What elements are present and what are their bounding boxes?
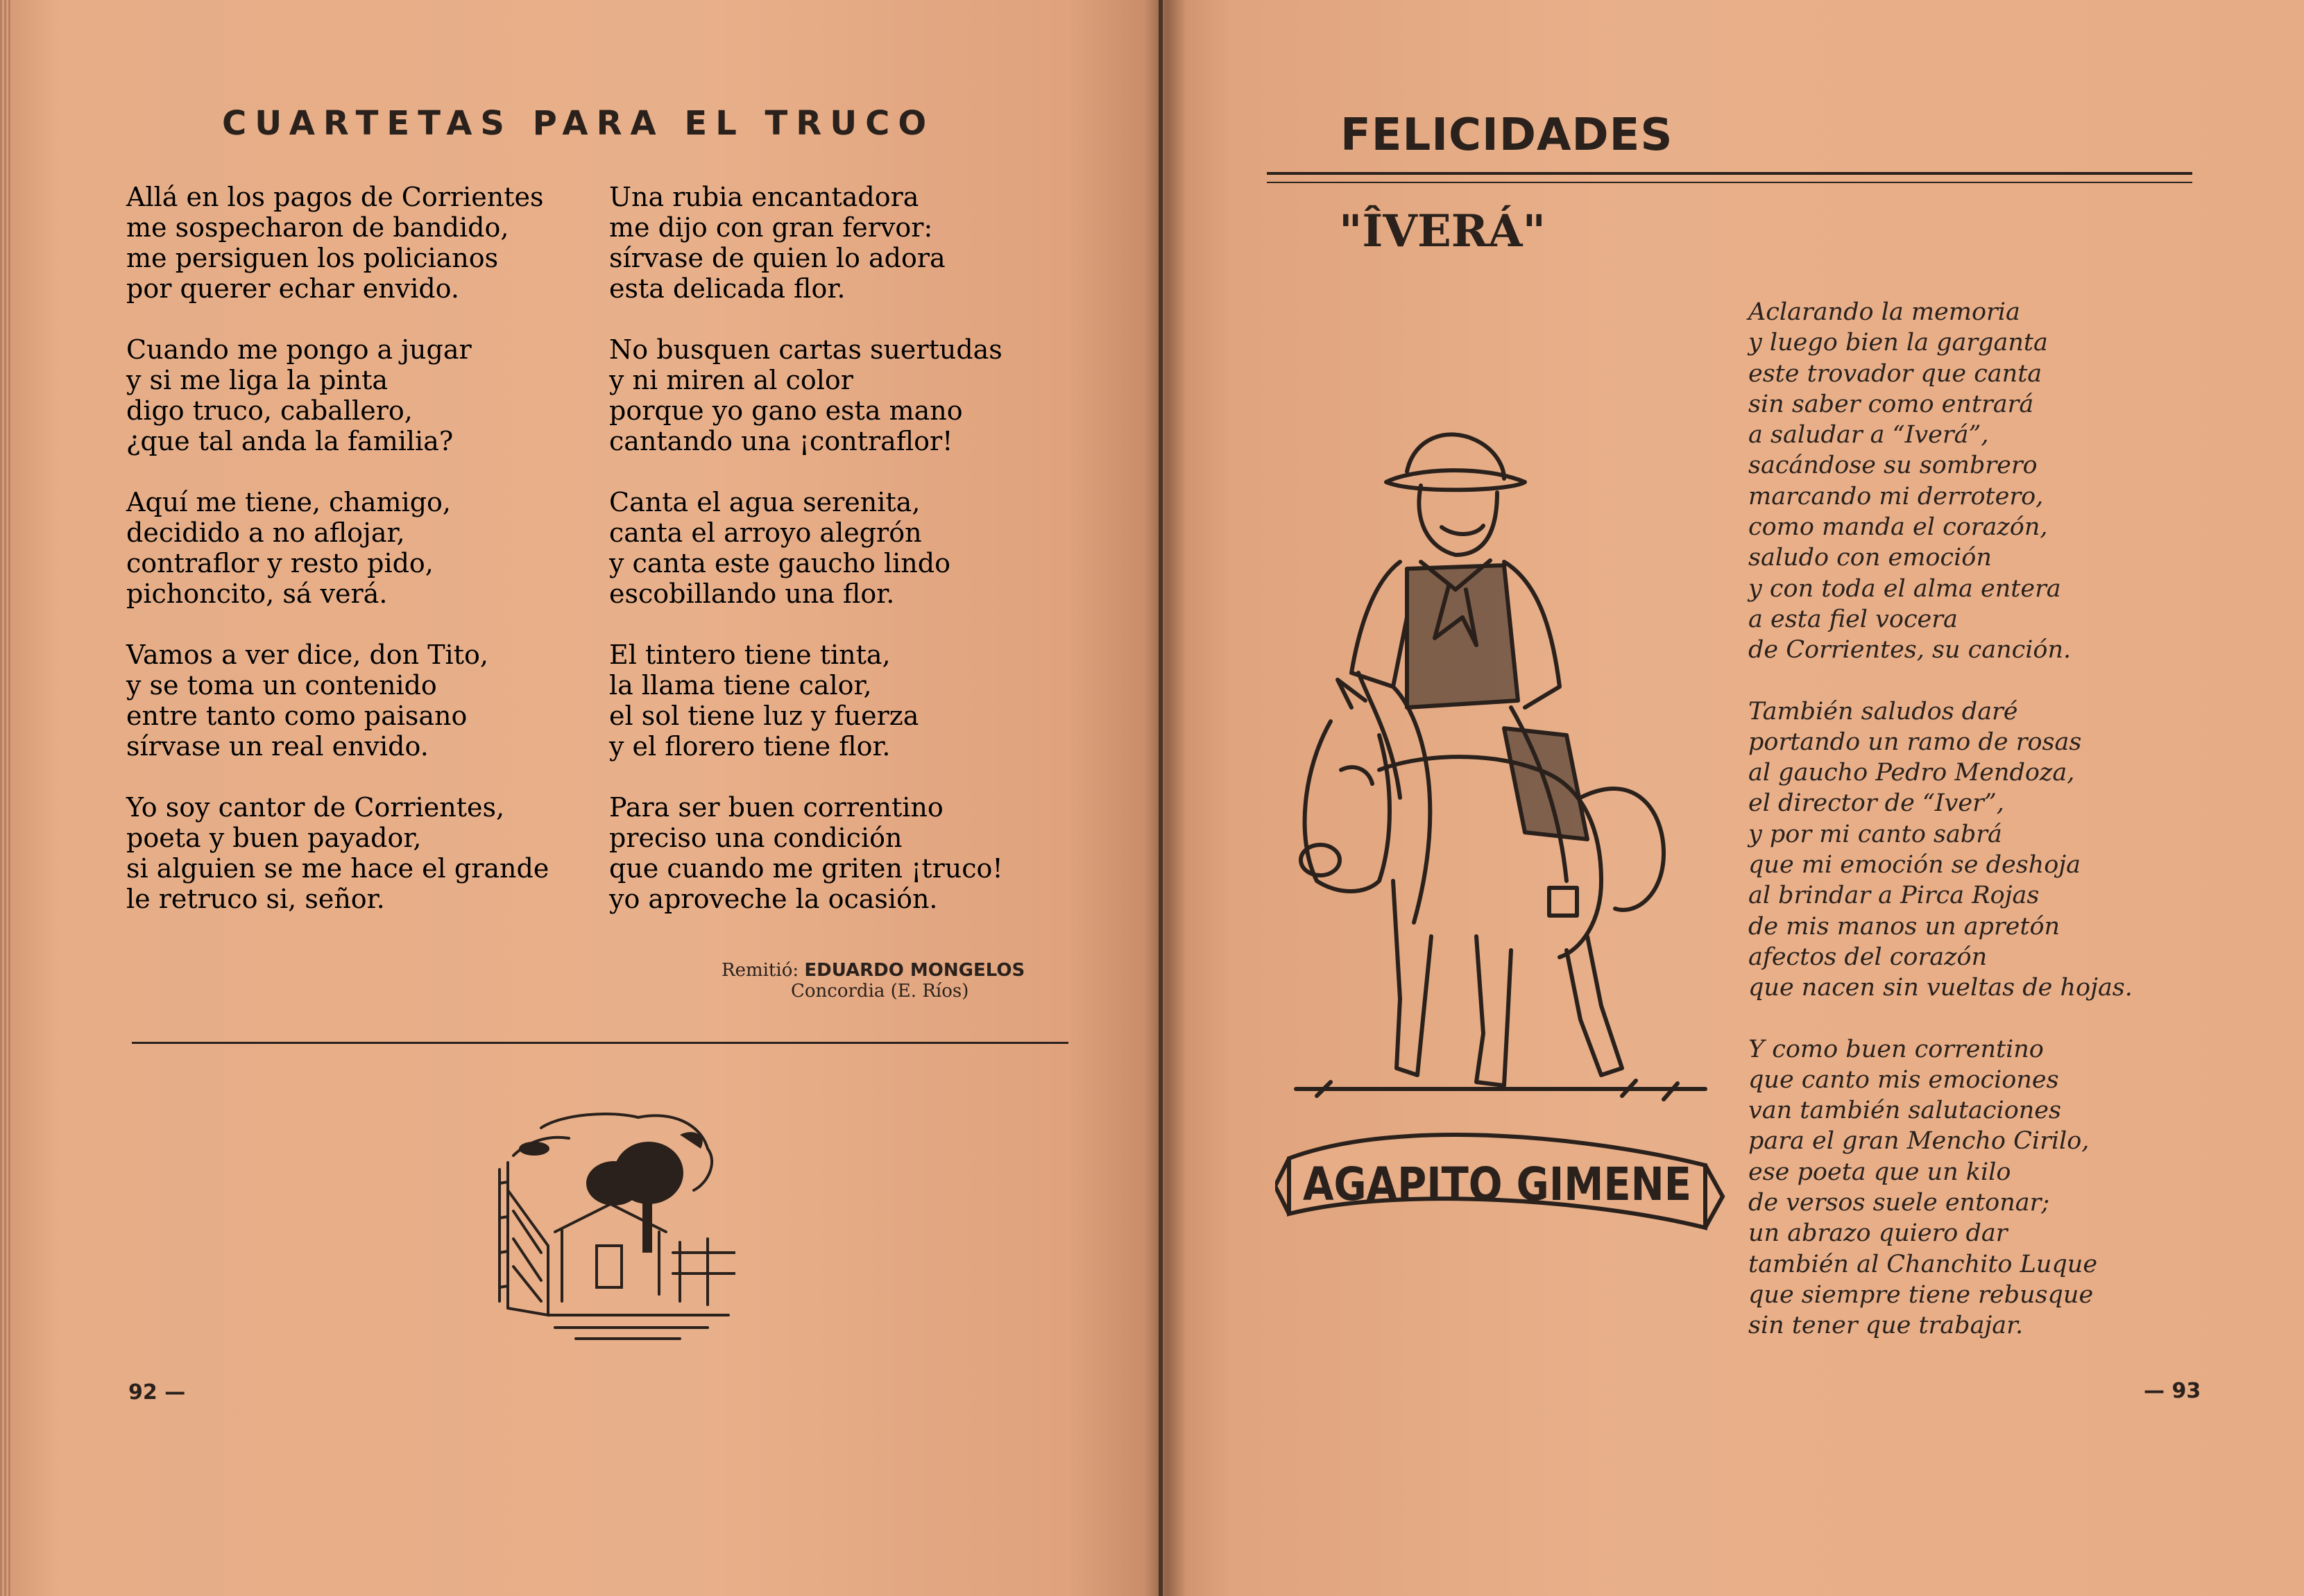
stanza [126, 182, 570, 304]
verse-line: escobillando una flor. [609, 578, 895, 609]
verse-line: por querer echar envido. [126, 273, 459, 304]
verse-line: me sospecharon de bandido, [126, 212, 509, 243]
stanza [609, 640, 1095, 762]
verse-line: digo truco, caballero, [126, 395, 413, 426]
verse-line: sin saber como entrará [1748, 390, 2034, 418]
verse-line: que nacen sin vueltas de hojas. [1748, 974, 2133, 1002]
verse-line: Cuando me pongo a jugar [126, 334, 472, 365]
verse-line: ¿que tal anda la familia? [126, 426, 454, 456]
verse-line: y se toma un contenido [126, 670, 437, 701]
verse-line: y luego bien la garganta [1748, 329, 2048, 357]
verse-line: y canta este gaucho lindo [609, 548, 950, 578]
verse-line: ese poeta que un kilo [1748, 1158, 2011, 1186]
verse-line: a saludar a “Iverá”, [1748, 421, 1989, 449]
verse-line: también al Chanchito Luque [1748, 1250, 2098, 1278]
stanza [126, 640, 570, 762]
verse-line: canta el arroyo alegrón [609, 517, 922, 548]
page-number-right: — 93 [2144, 1379, 2201, 1403]
verse-line: Canta el agua serenita, [609, 487, 921, 517]
verse-line: un abrazo quiero dar [1748, 1219, 2008, 1248]
verse-line: yo aproveche la ocasión. [609, 884, 938, 914]
verse-line: Y como buen correntino [1748, 1035, 2044, 1063]
verse-line: como manda el corazón, [1748, 513, 2048, 542]
stanza [1748, 1034, 2192, 1341]
verse-line: sírvase un real envido. [126, 731, 429, 762]
verse-line: para el gran Mencho Cirilo, [1748, 1127, 2090, 1156]
page-number-left: 92 — [128, 1380, 186, 1405]
poem [1748, 297, 2192, 1372]
credit-prefix: Remitió: [722, 960, 799, 981]
verse-line: porque yo gano esta mano [609, 395, 963, 426]
verse-line: sin tener que trabajar. [1748, 1312, 2024, 1340]
verse-line: Allá en los pagos de Corrientes [126, 182, 544, 212]
verse-line: esta delicada flor. [609, 273, 846, 304]
verse-line: El tintero tiene tinta, [609, 640, 891, 670]
gaucho-on-horse-illustration [1275, 409, 1726, 1242]
verse-line: preciso una condición [609, 823, 903, 853]
verse-column-a [126, 182, 570, 945]
verse-line: que siempre tiene rebusque [1748, 1280, 2094, 1309]
verse-line: sírvase de quien lo adora [609, 243, 946, 273]
left-page-title: CUARTETAS PARA EL TRUCO [222, 104, 935, 143]
verse-line: decidido a no aflojar, [126, 517, 405, 548]
verse-line: me persiguen los policianos [126, 243, 499, 273]
verse-line: el director de “Iver”, [1748, 789, 2004, 818]
verse-line: y si me liga la pinta [126, 365, 389, 395]
verse-line: También saludos daré [1748, 697, 2018, 726]
verse-line: Vamos a ver dice, don Tito, [126, 640, 488, 670]
verse-line: poeta y buen payador, [126, 823, 422, 853]
verse-line: a esta fiel vocera [1748, 605, 1958, 633]
verse-line: el sol tiene luz y fuerza [609, 701, 919, 731]
book-gutter [1145, 0, 1186, 1596]
verse-line: que mi emoción se deshoja [1748, 851, 2081, 879]
stanza [1748, 297, 2192, 666]
verse-line: portando un ramo de rosas [1748, 728, 2082, 756]
right-page-subtitle: "ÎVERÁ" [1339, 205, 1546, 257]
credit-place: Concordia (E. Ríos) [791, 981, 969, 1002]
verse-line: me dijo con gran fervor: [609, 212, 933, 243]
stanza [126, 792, 570, 914]
stanza [609, 487, 1095, 609]
stanza [609, 182, 1095, 304]
credit-block [722, 960, 1096, 1002]
verse-line: Para ser buen correntino [609, 792, 944, 823]
verse-line: que cuando me griten ¡truco! [609, 853, 1003, 884]
verse-line: van también salutaciones [1748, 1097, 2061, 1125]
stanza [609, 334, 1095, 456]
verse-column-b [609, 182, 1095, 945]
verse-line: y con toda el alma entera [1748, 574, 2061, 603]
verse-line: al gaucho Pedro Mendoza, [1748, 759, 2075, 787]
verse-line: si alguien se me hace el grande [126, 853, 549, 884]
divider-rule [132, 1042, 1068, 1044]
verse-line: Yo soy cantor de Corrientes, [126, 792, 505, 823]
verse-line: y por mi canto sabrá [1748, 820, 2002, 848]
verse-line: entre tanto como paisano [126, 701, 468, 731]
verse-line: afectos del corazón [1748, 943, 1988, 971]
title-rule-thin [1267, 182, 2192, 183]
verse-line: saludo con emoción [1748, 544, 1992, 572]
verse-line: de Corrientes, su canción. [1748, 636, 2072, 664]
verse-line: la llama tiene calor, [609, 670, 872, 701]
stanza [126, 334, 570, 456]
verse-line: de mis manos un apretón [1748, 912, 2060, 941]
verse-line: le retruco si, señor. [126, 884, 385, 914]
verse-line: y ni miren al color [609, 365, 853, 395]
stanza [126, 487, 570, 609]
stanza [609, 792, 1095, 914]
verse-line: Una rubia encantadora [609, 182, 919, 212]
verse-line: al brindar a Pirca Rojas [1748, 882, 2040, 910]
credit-author: EDUARDO MONGELOS [804, 960, 1025, 981]
verse-line: que canto mis emociones [1748, 1065, 2059, 1094]
verse-line: este trovador que canta [1748, 359, 2042, 388]
stanza [1748, 696, 2192, 1004]
verse-line: Aclarando la memoria [1748, 298, 2020, 326]
right-page-title: FELICIDADES [1340, 110, 1673, 161]
farmhouse-vignette [472, 1107, 735, 1343]
verse-line: y el florero tiene flor. [609, 731, 891, 762]
verse-line: sacándose su sombrero [1748, 452, 2038, 480]
verse-line: cantando una ¡contraflor! [609, 426, 953, 456]
title-rule-thick [1267, 172, 2192, 175]
verse-line: contraflor y resto pido, [126, 548, 434, 578]
verse-line: Aquí me tiene, chamigo, [126, 487, 451, 517]
verse-line: marcando mi derrotero, [1748, 482, 2044, 510]
verse-line: pichoncito, sá verá. [126, 578, 388, 609]
verse-line: No busquen cartas suertudas [609, 334, 1002, 365]
banner-name: AGAPITO GIMENE [1303, 1158, 1691, 1211]
verse-line: de versos suele entonar; [1748, 1189, 2050, 1217]
